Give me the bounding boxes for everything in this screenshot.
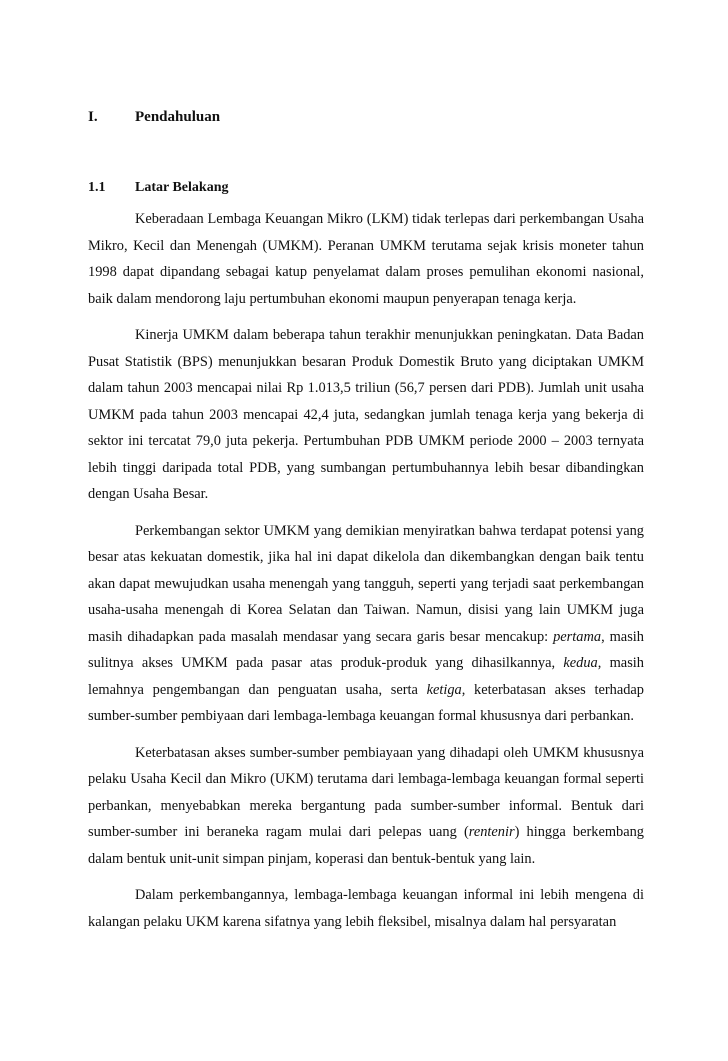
subsection-title: Latar Belakang [135, 180, 229, 195]
section-title: Pendahuluan [135, 109, 221, 125]
paragraph-5: Dalam perkembangannya, lembaga-lembaga keuangan informal ini lebih mengena di kalangan pelaku UKM karena sifatnya yang lebih fleksibel, misalnya dalam hal persyaratan [88, 887, 644, 930]
paragraph-4 [88, 740, 644, 873]
paragraph-3-part-2: , masih sulitnya akses UMKM pada pasar atas produk-produk yang dihasilkannya, [88, 628, 644, 671]
subsection-number: 1.1 [88, 180, 106, 195]
paragraph-3-part-3: , masih lemahnya pengembangan dan penguatan usaha, serta [88, 655, 644, 698]
italic-ketiga: ketiga [426, 681, 462, 698]
italic-pertama: pertama [553, 628, 602, 645]
section-number: I. [88, 109, 98, 125]
italic-kedua: kedua [563, 655, 598, 671]
paragraph-3-part-4: , keterbatasan akses terhadap sumber-sumber pembiyaan dari lembaga-lembaga keuangan formal khususnya dari perbankan. [88, 681, 645, 724]
paragraph-4-part-2: ) hingga berkembang dalam bentuk unit-unit simpan pinjam, koperasi dan bentuk-bentuk yang lain. [88, 824, 645, 867]
section-heading [88, 107, 220, 127]
body-text [88, 206, 644, 935]
paragraph-3-part-1: Perkembangan sektor UMKM yang demikian menyiratkan bahwa terdapat potensi yang besar atas kekuatan domestik, jika hal ini dapat dikelola dan dikembangkan dengan baik tentu akan dapat mewujudkan usaha menengah yang tangguh, seperti yang terjadi saat perkembangan usaha-usaha menengah di Korea Selatan dan Taiwan. Namun, disisi yang lain UMKM juga masih dihadapkan pada masalah mendasar yang secara garis besar mencakup: [88, 522, 644, 645]
paragraph-1: Keberadaan Lembaga Keuangan Mikro (LKM) tidak terlepas dari perkembangan Usaha Mikro, Kecil dan Menengah (UMKM). Peranan UMKM terutama sejak krisis moneter tahun 1998 dapat dipandang sebagai katup penyelamat dalam proses pemulihan ekonomi nasional, baik dalam mendorong laju pertumbuhan ekonomi maupun penyerapan tenaga kerja. [88, 211, 644, 307]
subsection-heading [88, 178, 228, 198]
paragraph-4-part-1: Keterbatasan akses sumber-sumber pembiayaan yang dihadapi oleh UMKM khususnya pelaku Usaha Kecil dan Mikro (UKM) terutama dari lembaga-lembaga keuangan formal seperti perbankan, menyebabkan mereka bergantung pada sumber-sumber informal. Bentuk dari sumber-sumber ini beraneka ragam mulai dari pelepas uang ( [88, 744, 644, 840]
italic-rentenir: rentenir [468, 824, 515, 840]
paragraph-3 [88, 518, 644, 730]
paragraph-2: Kinerja UMKM dalam beberapa tahun terakhir menunjukkan peningkatan. Data Badan Pusat Statistik (BPS) menunjukkan besaran Produk Domestik Bruto yang diciptakan UMKM dalam tahun 2003 mencapai nilai Rp 1.013,5 triliun (56,7 persen dari PDB). Jumlah unit usaha UMKM pada tahun 2003 mencapai 42,4 juta, sedangkan jumlah tenaga kerja yang bekerja di sektor ini tercatat 79,0 juta pekerja. Pertumbuhan PDB UMKM periode 2000 – 2003 ternyata lebih tinggi daripada total PDB, yang sumbangan pertumbuhannya lebih besar dibandingkan dengan Usaha Besar. [88, 327, 644, 502]
